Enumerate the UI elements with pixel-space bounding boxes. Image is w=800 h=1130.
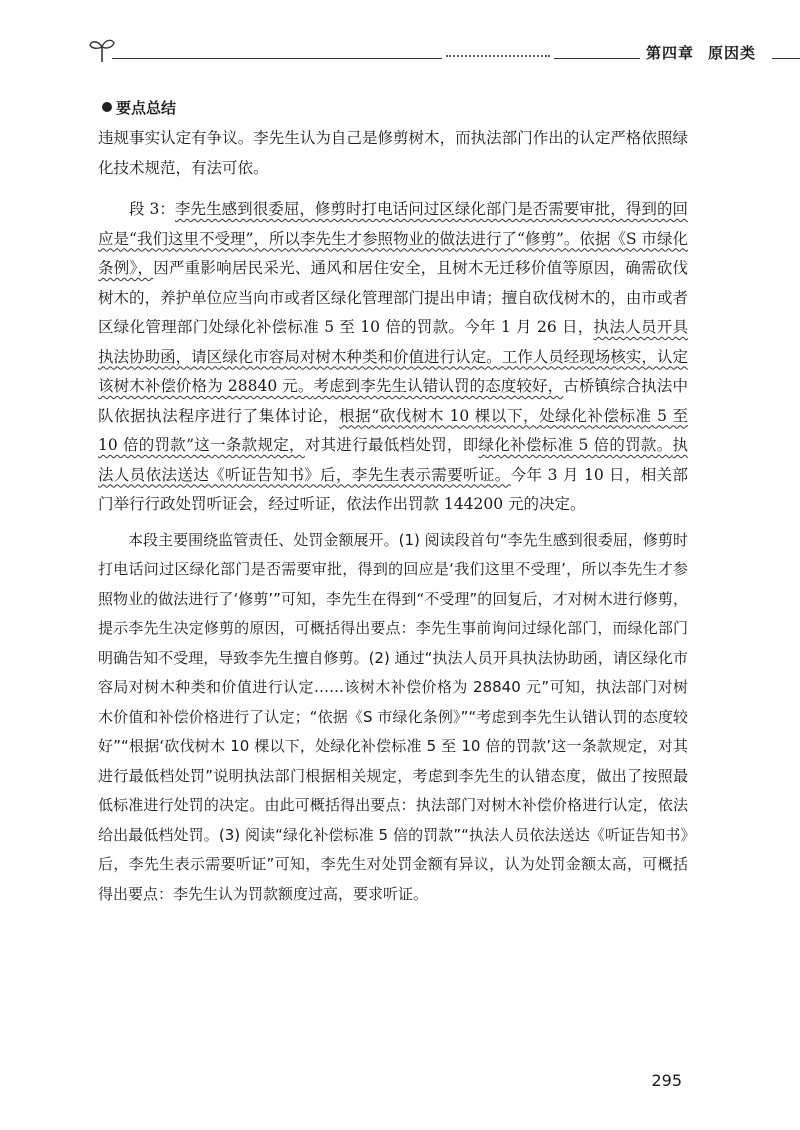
underlined-phrase: 绿化补偿标准 5 倍的罚款。 bbox=[478, 436, 673, 454]
underlined-phrase: 执法人员开具执法协助函，请区绿化市容局对树木种类和价值进行认定。工作人员经现场核实，认定该树木补偿价格为 28840 元。 bbox=[98, 318, 688, 395]
plain-phrase: 古桥镇综合执法中队依据执法程序进行了集体讨论， bbox=[98, 377, 688, 425]
chapter-title: 原因类 bbox=[708, 44, 757, 62]
quoted-paragraph bbox=[98, 195, 688, 520]
page-number: 295 bbox=[651, 1071, 682, 1090]
plain-phrase: 因严重影响居民采光、通风和居住安全，且树木无迁移价值等原因，确需砍伐树木的，养护单位应当向市或者区绿化管理部门提出申请；擅自砍伐树木的，由市或者区绿化管理部门处绿化补偿标准 5 至 10 倍的罚款。今年 1 月 26 日， bbox=[98, 259, 688, 336]
page-content bbox=[98, 96, 688, 909]
underlined-phrase: 执法人员依法送达《听证告知书》后，李先生表示需要听证。 bbox=[98, 436, 688, 484]
plain-phrase: 对其进行最低档处罚，即 bbox=[304, 436, 479, 454]
header-rule bbox=[772, 58, 800, 59]
analysis-paragraph: 本段主要围绕监管责任、处罚金额展开。(1) 阅读段首句“李先生感到很委屈，修剪时打电话问过区绿化部门是否需要审批，得到的回应是‘我们这里不受理’，所以李先生才参照物业的做法进行了‘修剪’”可知，李先生在得到“不受理”的回复后，才对树木进行修剪，提示李先生决定修剪的原因，可概括得出要点：李先生事前询问过绿化部门，而绿化部门明确告知不受理，导致李先生擅自修剪。(2) 通过“执法人员开具执法协助函，请区绿化市容局对树木种类和价值进行认定……该树木补偿价格为 28840 元”可知，执法部门对树木价值和补偿价格进行了认定；“依据《S 市绿化条例》”“考虑到李先生认错认罚的态度较好”“根据‘砍伐树木 10 棵以下，处绿化补偿标准 5 至 10 倍的罚款’这一条款规定，对其进行最低档处罚”说明执法部门根据相关规定，考虑到李先生的认错态度，做出了按照最低标准进行处罚的决定。由此可概括得出要点：执法部门对树木补偿价格进行认定，依法给出最低档处罚。(3) 阅读“绿化补偿标准 5 倍的罚款”“执法人员依法送达《听证告知书》后，李先生表示需要听证”可知，李先生对处罚金额有异议，认为处罚金额太高，可概括得出要点：李先生认为罚款额度过高，要求听证。 bbox=[98, 530, 688, 903]
section-title bbox=[102, 96, 688, 120]
header-dotted-rule bbox=[446, 55, 550, 63]
header-rule bbox=[554, 58, 640, 59]
underlined-phrase: 依据《S 市绿化条例》， bbox=[98, 229, 689, 277]
chapter-heading bbox=[646, 42, 756, 63]
bullet-icon bbox=[102, 102, 112, 112]
underlined-phrase: 李先生感到很委屈，修剪时打电话问过区绿化部门是否需要审批，得到的回应是“我们这里不受理”，所以李先生才参照物业的做法进行了“修剪”。 bbox=[98, 200, 688, 248]
quoted-label: 段 3： bbox=[129, 200, 175, 218]
page-header bbox=[86, 34, 776, 74]
header-rule bbox=[112, 58, 442, 59]
sprout-icon bbox=[86, 34, 118, 66]
chapter-number: 第四章 bbox=[646, 44, 695, 62]
underlined-phrase: 考虑到李先生认错认罚的态度较好， bbox=[313, 377, 564, 395]
summary-paragraph: 违规事实认定有争议。李先生认为自己是修剪树木，而执法部门作出的认定严格依照绿化技术规范，有法可依。 bbox=[98, 129, 688, 177]
underlined-phrase: 根据“砍伐树木 10 棵以下，处绿化补偿标准 5 至 10 倍的罚款”这一条款规定， bbox=[98, 406, 688, 454]
plain-phrase: 今年 3 月 10 日，相关部门举行行政处罚听证会，经过听证，依法作出罚款 144200 元的决定。 bbox=[98, 465, 688, 513]
section-title-text: 要点总结 bbox=[116, 99, 177, 117]
